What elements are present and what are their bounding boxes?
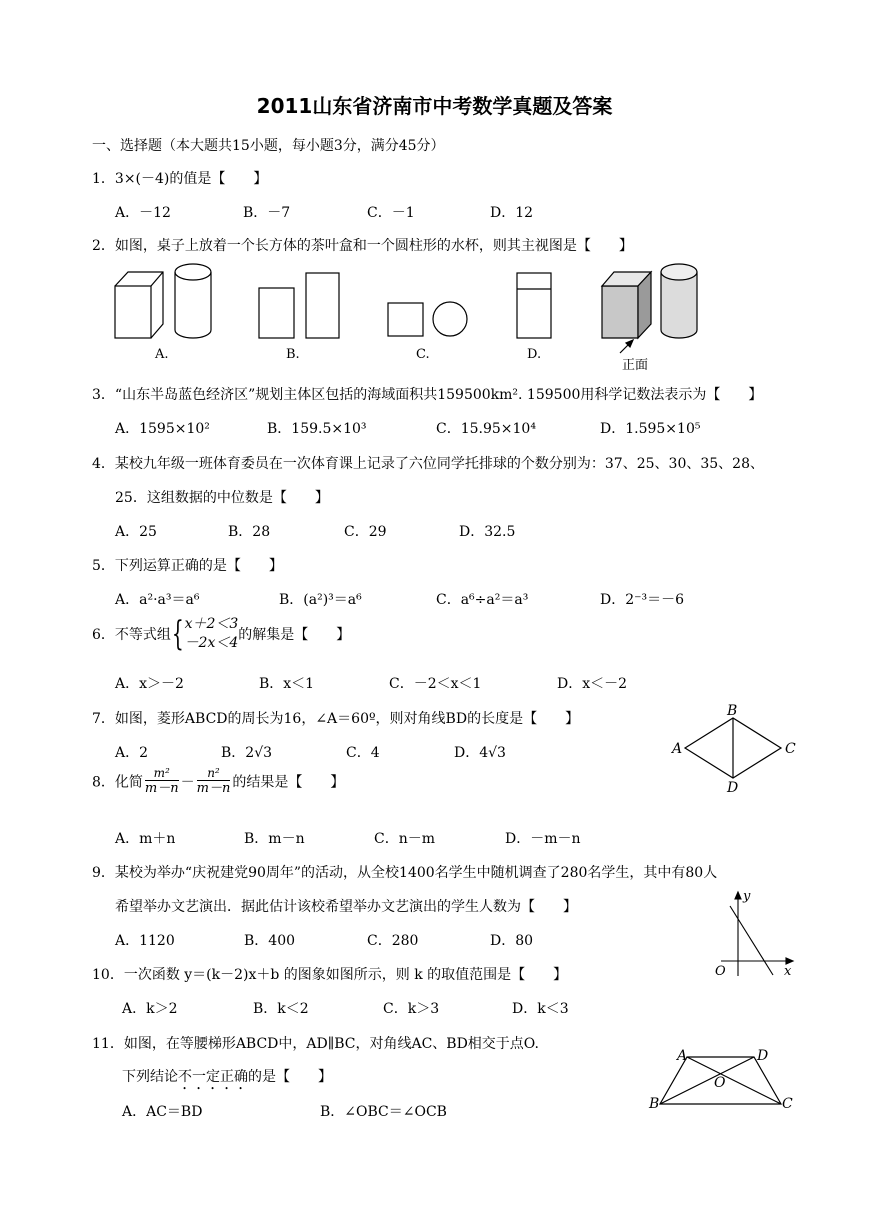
q11-emphasis: 不一定正确 [178,1069,248,1085]
q8-option-b: B．m－n [244,831,305,847]
q10-option-a: A．k＞2 [122,1001,178,1017]
q11-option-b: B．∠OBC＝∠OCB [320,1104,447,1120]
option-c-label: C. [416,347,430,362]
q8-fraction-2 [197,766,231,797]
question-9-line1: 9．某校为举办“庆祝建党90周年”的活动，从全校1400名学生中随机调查了280名学生，其中有80人 [92,865,718,881]
q8-minus: － [180,774,195,791]
q4-option-a: A．25 [115,524,157,540]
q8-den2: m－n [196,781,231,796]
question-11-line2 [122,1066,332,1093]
q9-option-a: A．1120 [115,933,175,949]
q4-option-d: D．32.5 [459,524,516,540]
vertex-o: O [714,1075,726,1091]
q11-stem-a: 下列结论 [122,1069,178,1085]
question-5: 5．下列运算正确的是【 】 [92,558,283,574]
q5-option-a: A．a²·a³＝a⁶ [115,592,200,608]
q7-option-d: D．4√3 [454,745,506,761]
q6-system [185,615,239,653]
q10-graph-figure [705,888,805,980]
q1-option-a: A．－12 [115,205,171,221]
front-label: 正面 [622,358,649,373]
question-4-line2: 25．这组数据的中位数是【 】 [115,490,329,506]
q3-option-a: A．1595×10² [115,421,210,437]
question-4-line1: 4．某校九年级一班体育委员在一次体育课上记录了六位同学托排球的个数分别为：37、25、30、35、28、 [92,456,764,472]
q6-brace: { [171,614,184,654]
q3-option-d: D．1.595×10⁵ [600,421,701,437]
q10-option-c: C．k＞3 [383,1001,440,1017]
option-c-figure [388,302,467,336]
vertex-c: C [782,1096,793,1112]
x-axis-label: x [784,964,792,979]
q8-fraction-1 [145,766,179,797]
q10-option-b: B．k＜2 [253,1001,309,1017]
q11-stem-c: 的是【 】 [248,1069,332,1085]
q5-option-d: D．2⁻³＝－6 [600,592,685,608]
question-8 [92,766,344,806]
q9-option-d: D．80 [490,933,534,949]
q11-trapezoid-figure [642,1042,802,1118]
option-d-figure [517,273,551,338]
q8-num1: m² [145,766,179,781]
q8-option-d: D．－m－n [505,831,581,847]
vertex-d: D [757,1048,769,1064]
q5-option-c: C．a⁶÷a²＝a³ [436,592,529,608]
q8-num2: n² [197,766,231,781]
q5-option-b: B．(a²)³＝a⁶ [279,592,362,608]
q8-prefix: 8．化简 [92,774,143,791]
q6-prefix: 6．不等式组 [92,627,171,643]
q6-suffix: 的解集是【 】 [238,627,351,643]
q6-option-a: A．x＞－2 [115,676,184,692]
q2-figures [100,258,820,376]
y-axis-label: y [743,889,751,904]
q9-option-b: B．400 [244,933,296,949]
question-10: 10．一次函数 y＝(k－2)x＋b 的图象如图所示，则 k 的取值范围是【 】 [92,967,568,983]
question-11-line1: 11．如图，在等腰梯形ABCD中，AD∥BC，对角线AC、BD相交于点O. [92,1036,539,1052]
section-heading: 一、选择题（本大题共15小题，每小题3分，满分45分） [92,138,445,154]
option-a-label: A. [155,347,169,362]
reference-figure [602,264,697,353]
vertex-a: A [672,741,683,757]
question-3: 3．“山东半岛蓝色经济区”规划主体区包括的海域面积共159500km². 159500用科学记数法表示为【 】 [92,387,763,403]
option-d-label: D. [527,347,542,362]
q3-option-b: B．159.5×10³ [267,421,367,437]
q1-option-b: B．－7 [243,205,291,221]
q6-line1: x＋2＜3 [184,616,239,632]
question-6 [92,615,350,655]
q7-option-b: B．2√3 [221,745,273,761]
q11-option-a: A．AC＝BD [122,1104,203,1120]
q8-option-a: A．m＋n [115,831,176,847]
q8-suffix: 的结果是【 】 [232,774,345,791]
q4-option-c: C．29 [344,524,387,540]
option-a-figure [115,264,211,338]
option-b-label: B. [286,347,300,362]
q1-option-d: D．12 [490,205,534,221]
question-2: 2．如图，桌子上放着一个长方体的茶叶盒和一个圆柱形的水杯，则其主视图是【 】 [92,238,633,254]
q9-option-c: C．280 [367,933,419,949]
q1-option-c: C．－1 [367,205,415,221]
q7-option-a: A．2 [115,745,149,761]
q6-option-c: C．－2＜x＜1 [389,676,482,692]
vertex-a: A [677,1048,688,1064]
q6-option-d: D．x＜－2 [557,676,628,692]
q6-option-b: B．x＜1 [259,676,315,692]
q3-option-c: C．15.95×10⁴ [436,421,536,437]
vertex-d: D [727,780,739,796]
q6-line2: －2x＜4 [184,635,239,651]
q10-option-d: D．k＜3 [512,1001,569,1017]
vertex-c: C [785,741,796,757]
question-7: 7．如图，菱形ABCD的周长为16，∠A＝60º，则对角线BD的长度是【 】 [92,711,580,727]
option-b-figure [259,273,339,338]
q8-option-c: C．n－m [374,831,436,847]
vertex-b: B [649,1096,660,1112]
vertex-b: B [727,703,738,719]
q7-option-c: C．4 [346,745,380,761]
q7-rhombus-figure [664,700,804,800]
question-1: 1．3×(－4)的值是【 】 [92,171,268,187]
q4-option-b: B．28 [228,524,271,540]
page-title: 2011山东省济南市中考数学真题及答案 [256,94,613,118]
q8-den1: m－n [144,781,179,796]
origin-label: O [715,964,726,979]
question-9-line2: 希望举办文艺演出．据此估计该校希望举办文艺演出的学生人数为【 】 [115,899,577,915]
line-graph [730,906,773,975]
